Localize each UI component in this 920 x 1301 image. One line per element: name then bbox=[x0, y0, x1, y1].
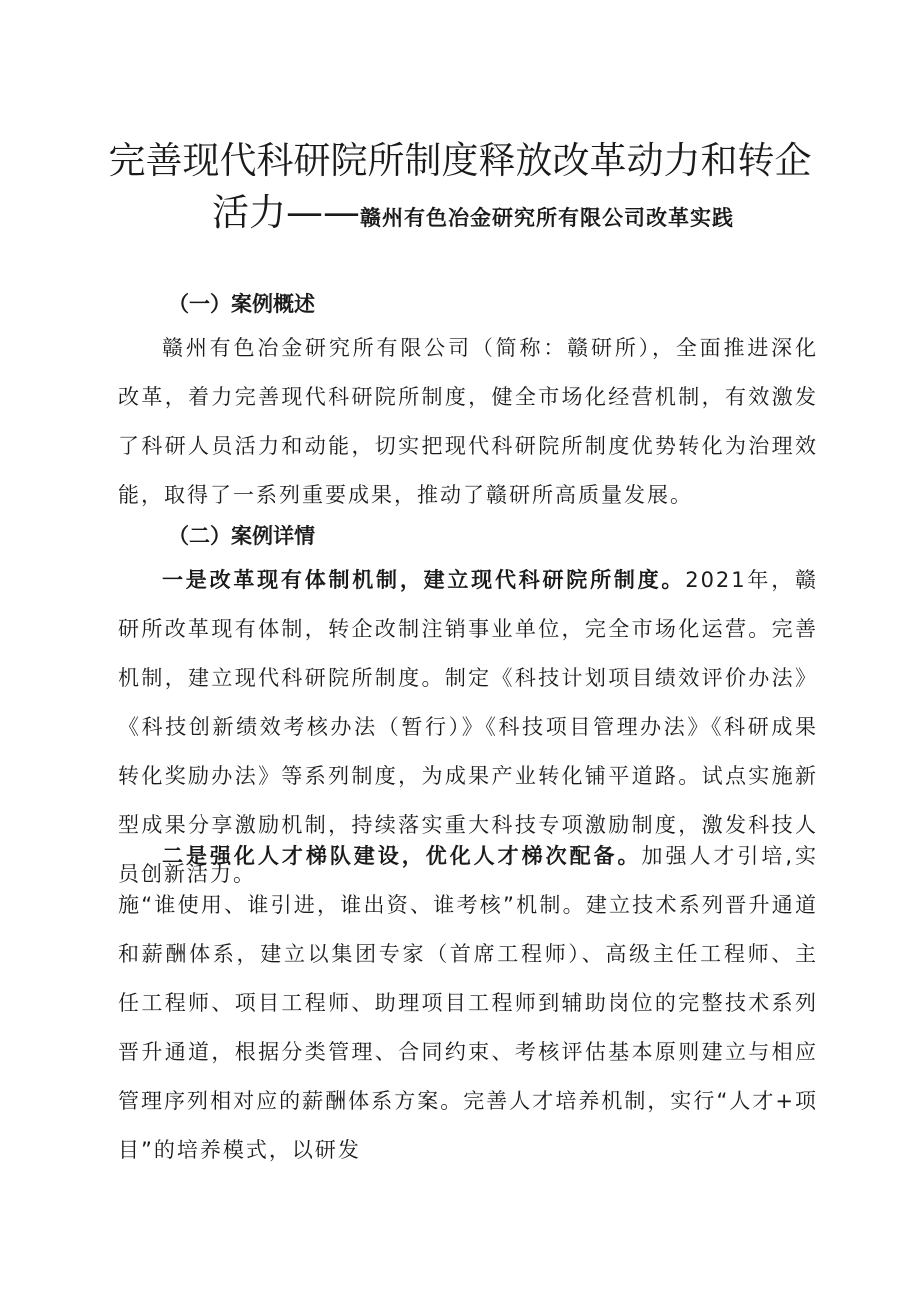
section-heading-details: （二）案例详情 bbox=[168, 524, 315, 548]
document-title-line2 bbox=[212, 188, 734, 238]
document-title-continuation: 活力—— bbox=[212, 191, 360, 234]
paragraph-text: 赣州有色冶金研究所有限公司（简称：赣研所），全面推进深化改革，着力完善现代科研院所制度，健全市场化经营机制，有效激发了科研人员活力和动能，切实把现代科研院所制度优势转化为治理效能，取得了一系列重要成果，推动了赣研所高质量发展。 bbox=[118, 336, 818, 507]
paragraph-overview bbox=[118, 324, 818, 520]
paragraph-text: 2021年，赣研所改革现有体制，转企改制注销事业单位，完全市场化运营。完善机制，建立现代科研院所制度。制定《科技计划项目绩效评价办法》《科技创新绩效考核办法（暂行）》《科技项目管理办法》《科研成果转化奖励办法》等系列制度，为成果产业转化铺平道路。试点实施新型成果分享激励机制，持续落实重大科技专项激励制度，激发科技人员创新活力。 bbox=[118, 568, 818, 886]
section-heading-overview: （一）案例概述 bbox=[168, 292, 315, 316]
paragraph-lead: 一是改革现有体制机制，建立现代科研院所制度。 bbox=[162, 568, 686, 592]
document-subtitle: 赣州有色冶金研究所有限公司改革实践 bbox=[360, 206, 734, 230]
document-title-line1: 完善现代科研院所制度释放改革动力和转企 bbox=[108, 139, 812, 182]
paragraph-lead: 二是强化人才梯队建设，优化人才梯次配备。 bbox=[162, 844, 642, 868]
paragraph-talent-team bbox=[118, 832, 818, 1175]
paragraph-text: 加强人才引培,实施“谁使用、谁引进，谁出资、谁考核”机制。建立技术系列晋升通道和薪酬体系，建立以集团专家（首席工程师）、高级主任工程师、主任工程师、项目工程师、助理项目工程师到辅助岗位的完整技术系列晋升通道，根据分类管理、合同约束、考核评估基本原则建立与相应管理序列相对应的薪酬体系方案。完善人才培养机制，实行“人才+项目”的培养模式，以研发 bbox=[118, 844, 818, 1162]
